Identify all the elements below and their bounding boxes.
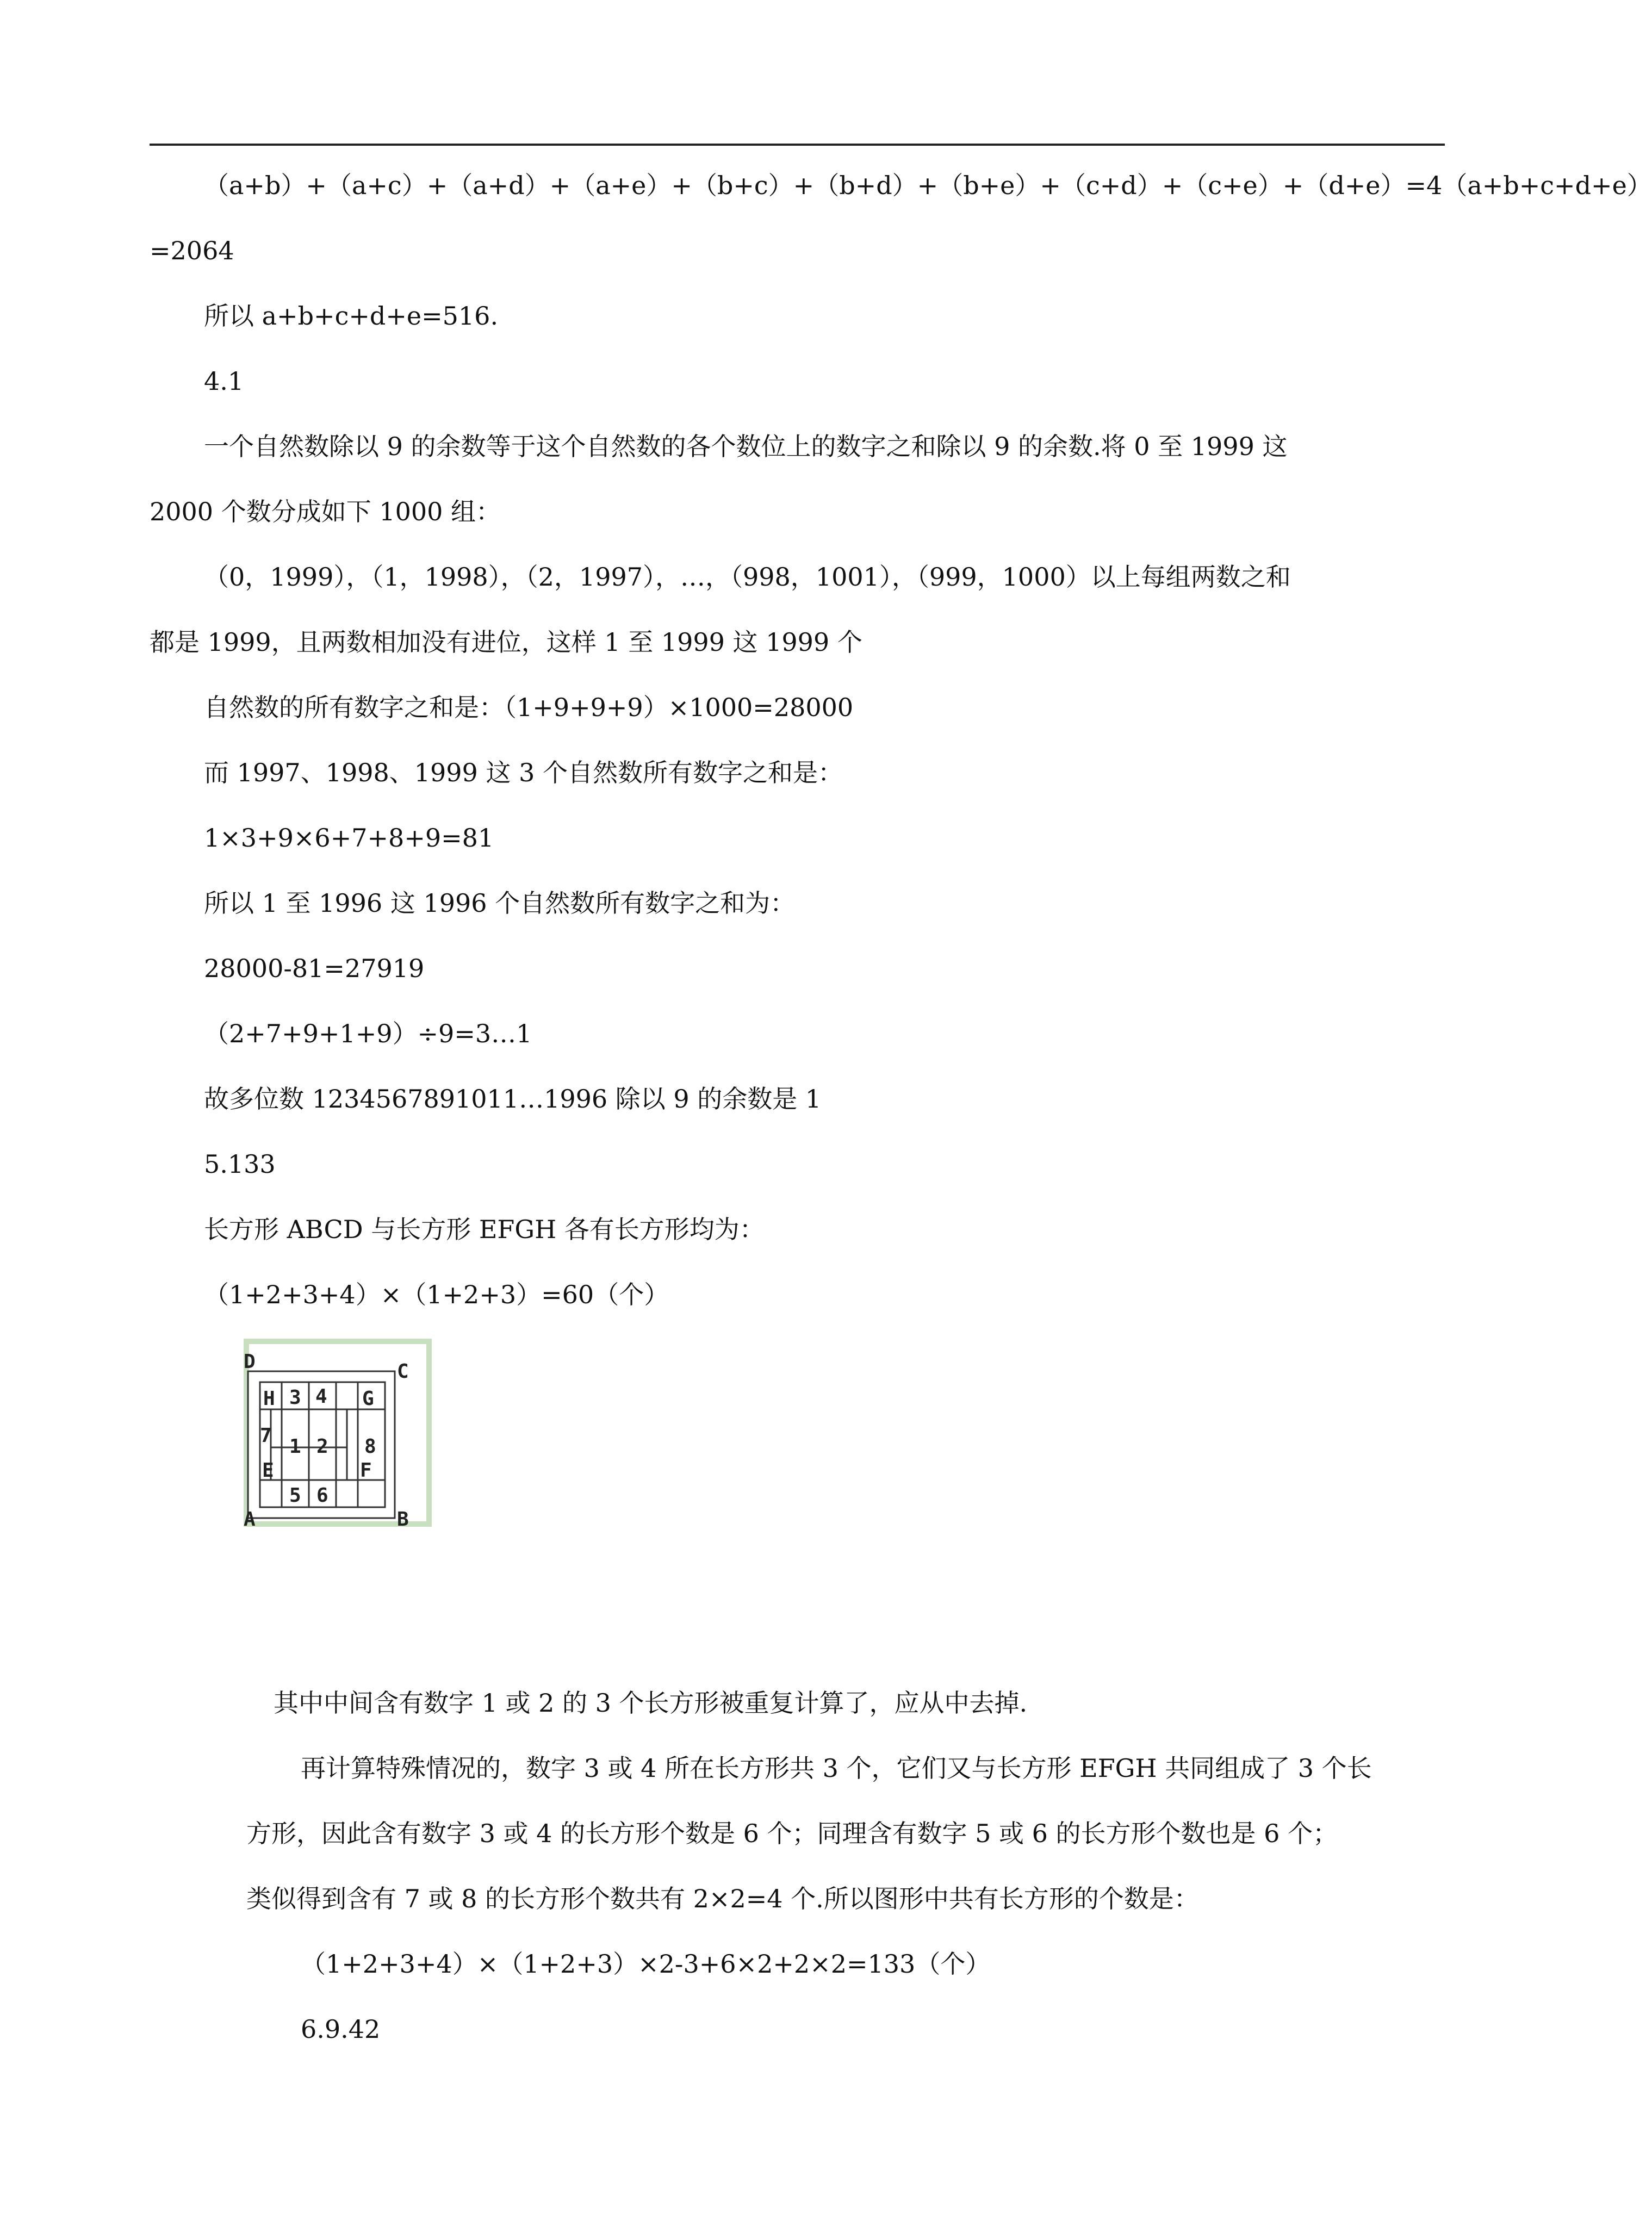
text-line: 所以 1 至 1996 这 1996 个自然数所有数字之和为： [204, 888, 796, 918]
rectangle-grid-figure [244, 1339, 432, 1531]
text-line: （2+7+9+1+9）÷9=3…1 [204, 1019, 532, 1048]
label-G: G [362, 1388, 374, 1410]
text-line: 5.133 [204, 1149, 276, 1179]
label-6: 6 [316, 1484, 328, 1507]
text-line: 故多位数 1234567891011…1996 除以 9 的余数是 1 [204, 1084, 822, 1114]
text-line: （a+b）+（a+c）+（a+d）+（a+e）+（b+c）+（b+d）+（b+e）+（c+d）+（c+e）+（d+e）=4（a+b+c+d+e） [204, 171, 1652, 200]
text-line: 类似得到含有 7 或 8 的长方形个数共有 2×2=4 个.所以图形中共有长方形的个数是： [246, 1884, 1199, 1913]
label-C: C [397, 1360, 409, 1383]
label-1: 1 [289, 1435, 301, 1458]
label-8: 8 [364, 1435, 376, 1458]
text-line: （1+2+3+4）×（1+2+3）=60（个） [204, 1280, 669, 1309]
label-7: 7 [260, 1425, 272, 1447]
label-3: 3 [289, 1386, 301, 1409]
label-E: E [262, 1459, 274, 1482]
text-line: 都是 1999，且两数相加没有进位，这样 1 至 1999 这 1999 个 [150, 627, 862, 657]
text-line: 再计算特殊情况的，数字 3 或 4 所在长方形共 3 个，它们又与长方形 EFGH 共同组成了 3 个长 [301, 1754, 1372, 1783]
label-A: A [244, 1508, 256, 1531]
label-F: F [360, 1459, 372, 1482]
label-5: 5 [289, 1484, 301, 1507]
text-line: 所以 a+b+c+d+e=516. [204, 301, 499, 331]
text-line: 6.9.42 [301, 2014, 381, 2044]
text-line: 28000-81=27919 [204, 954, 425, 983]
text-line: （1+2+3+4）×（1+2+3）×2-3+6×2+2×2=133（个） [301, 1949, 991, 1979]
header-rule [150, 144, 1445, 146]
text-line: 自然数的所有数字之和是：（1+9+9+9）×1000=28000 [204, 693, 854, 722]
text-line: 而 1997、1998、1999 这 3 个自然数所有数字之和是： [204, 758, 843, 787]
label-D: D [244, 1351, 256, 1373]
text-line: 长方形 ABCD 与长方形 EFGH 各有长方形均为： [204, 1215, 765, 1244]
label-B: B [397, 1508, 409, 1531]
label-4: 4 [315, 1385, 327, 1408]
text-line: 其中中间含有数字 1 或 2 的 3 个长方形被重复计算了，应从中去掉. [274, 1688, 1028, 1718]
text-line: 4.1 [204, 366, 244, 396]
text-line: 1×3+9×6+7+8+9=81 [204, 823, 494, 853]
text-line: 方形，因此含有数字 3 或 4 的长方形个数是 6 个；同理含有数字 5 或 6 的长方形个数也是 6 个； [246, 1819, 1338, 1848]
text-line: =2064 [150, 236, 234, 265]
text-line: （0，1999），（1，1998），（2，1997），…，（998，1001），（999，1000）以上每组两数之和 [204, 562, 1291, 592]
text-line: 2000 个数分成如下 1000 组： [150, 497, 501, 526]
label-2: 2 [316, 1435, 328, 1458]
label-H: H [263, 1388, 275, 1410]
text-line: 一个自然数除以 9 的余数等于这个自然数的各个数位上的数字之和除以 9 的余数.将 0 至 1999 这 [204, 432, 1288, 461]
